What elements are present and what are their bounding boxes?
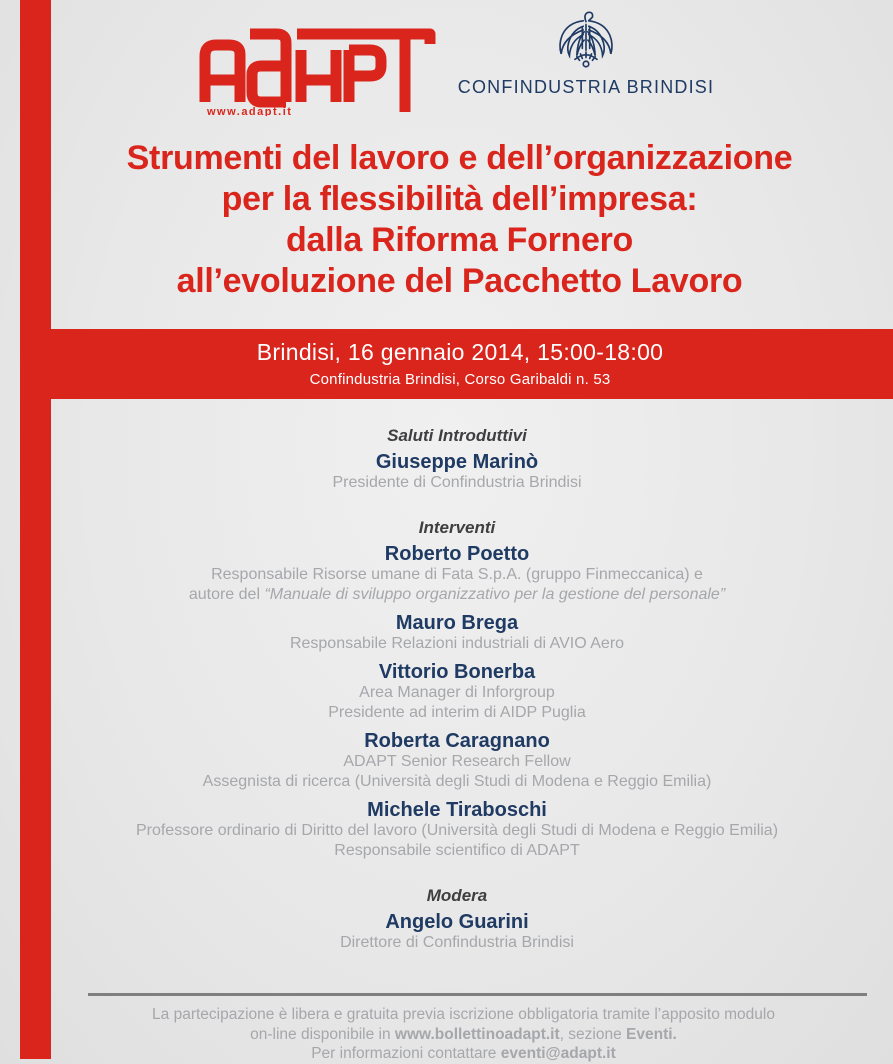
plain-text: Per informazioni contattare: [311, 1045, 501, 1062]
event-venue: Confindustria Brindisi, Corso Garibaldi n. 53: [309, 371, 611, 388]
speaker-role: Area Manager di Inforgroup: [359, 684, 555, 701]
speaker: [51, 912, 863, 953]
program-section: [51, 887, 863, 953]
speaker-role: Direttore di Confindustria Brindisi: [340, 934, 574, 951]
speaker-name: Angelo Guarini: [385, 911, 529, 933]
speaker-role: Responsabile Relazioni industriali di AVIO Aero: [289, 635, 625, 652]
left-accent-bar: [20, 0, 51, 1059]
speaker-name: Mauro Brega: [395, 612, 519, 634]
speaker: [51, 800, 863, 861]
confindustria-eagle-icon: [540, 8, 632, 74]
plain-text: on-line disponibile in: [250, 1025, 395, 1043]
footer-text: [74, 1005, 853, 1064]
speaker-role: Presidente di Confindustria Brindisi: [332, 474, 582, 491]
speaker-name: Giuseppe Marinò: [375, 451, 539, 473]
title-line: Strumenti del lavoro e dell’organizzazione: [126, 139, 793, 177]
adapt-logo: [193, 20, 445, 116]
speaker: [51, 662, 863, 723]
speaker-role: [51, 585, 863, 605]
italic-text: “Manuale di sviluppo organizzativo per la gestione del personale”: [264, 586, 726, 603]
emphasis-text: eventi@adapt.it: [500, 1045, 616, 1062]
confindustria-logo: [452, 8, 720, 98]
footer-divider: [88, 993, 867, 996]
speaker-role: Presidente ad interim di AIDP Puglia: [328, 704, 586, 721]
speaker: [51, 452, 863, 493]
program: [51, 427, 863, 979]
section-heading: Modera: [426, 886, 488, 905]
plain-text: autore del: [188, 586, 265, 603]
speaker-role: Responsabile Risorse umane di Fata S.p.A. (gruppo Finmeccanica) e: [211, 566, 703, 583]
speaker-name: Roberta Caragnano: [364, 730, 550, 752]
title-line: dalla Riforma Fornero: [286, 221, 633, 259]
plain-text: , sezione: [559, 1025, 627, 1043]
footer: [88, 993, 867, 1064]
footer-line: [74, 1005, 853, 1025]
speaker-role: Assegnista di ricerca (Università degli Studi di Modena e Reggio Emilia): [202, 773, 712, 790]
speaker-name: Vittorio Bonerba: [378, 661, 536, 683]
speaker: [51, 544, 863, 605]
program-section: [51, 519, 863, 861]
speaker-role: ADAPT Senior Research Fellow: [343, 753, 571, 770]
event-banner: [51, 329, 893, 399]
speaker-role: Responsabile scientifico di ADAPT: [334, 842, 580, 859]
event-title: [56, 138, 863, 302]
section-heading: Interventi: [418, 518, 496, 537]
speaker-name: Michele Tiraboschi: [367, 799, 547, 821]
speaker: [51, 613, 863, 654]
emphasis-text: www.bollettinoadapt.it: [394, 1025, 560, 1043]
speaker: [51, 731, 863, 792]
program-section: [51, 427, 863, 493]
emphasis-text: Eventi.: [626, 1025, 677, 1043]
section-heading: Saluti Introduttivi: [387, 426, 527, 445]
adapt-wordmark-icon: [193, 20, 445, 116]
plain-text: La partecipazione è libera e gratuita previa iscrizione obbligatoria tramite l’apposito modulo: [152, 1006, 775, 1023]
event-datetime: Brindisi, 16 gennaio 2014, 15:00-18:00: [256, 339, 664, 365]
footer-line: [74, 1044, 853, 1064]
adapt-website-label: www.adapt.it: [207, 106, 293, 116]
footer-line: [74, 1025, 853, 1045]
speaker-name: Roberto Poetto: [384, 543, 530, 565]
title-line: per la flessibilità dell’impresa:: [221, 180, 698, 218]
speaker-role: Professore ordinario di Diritto del lavoro (Università degli Studi di Modena e Reggio Emilia): [135, 822, 779, 839]
title-line: all’evoluzione del Pacchetto Lavoro: [176, 262, 743, 300]
confindustria-logo-text: CONFINDUSTRIA BRINDISI: [457, 77, 715, 97]
